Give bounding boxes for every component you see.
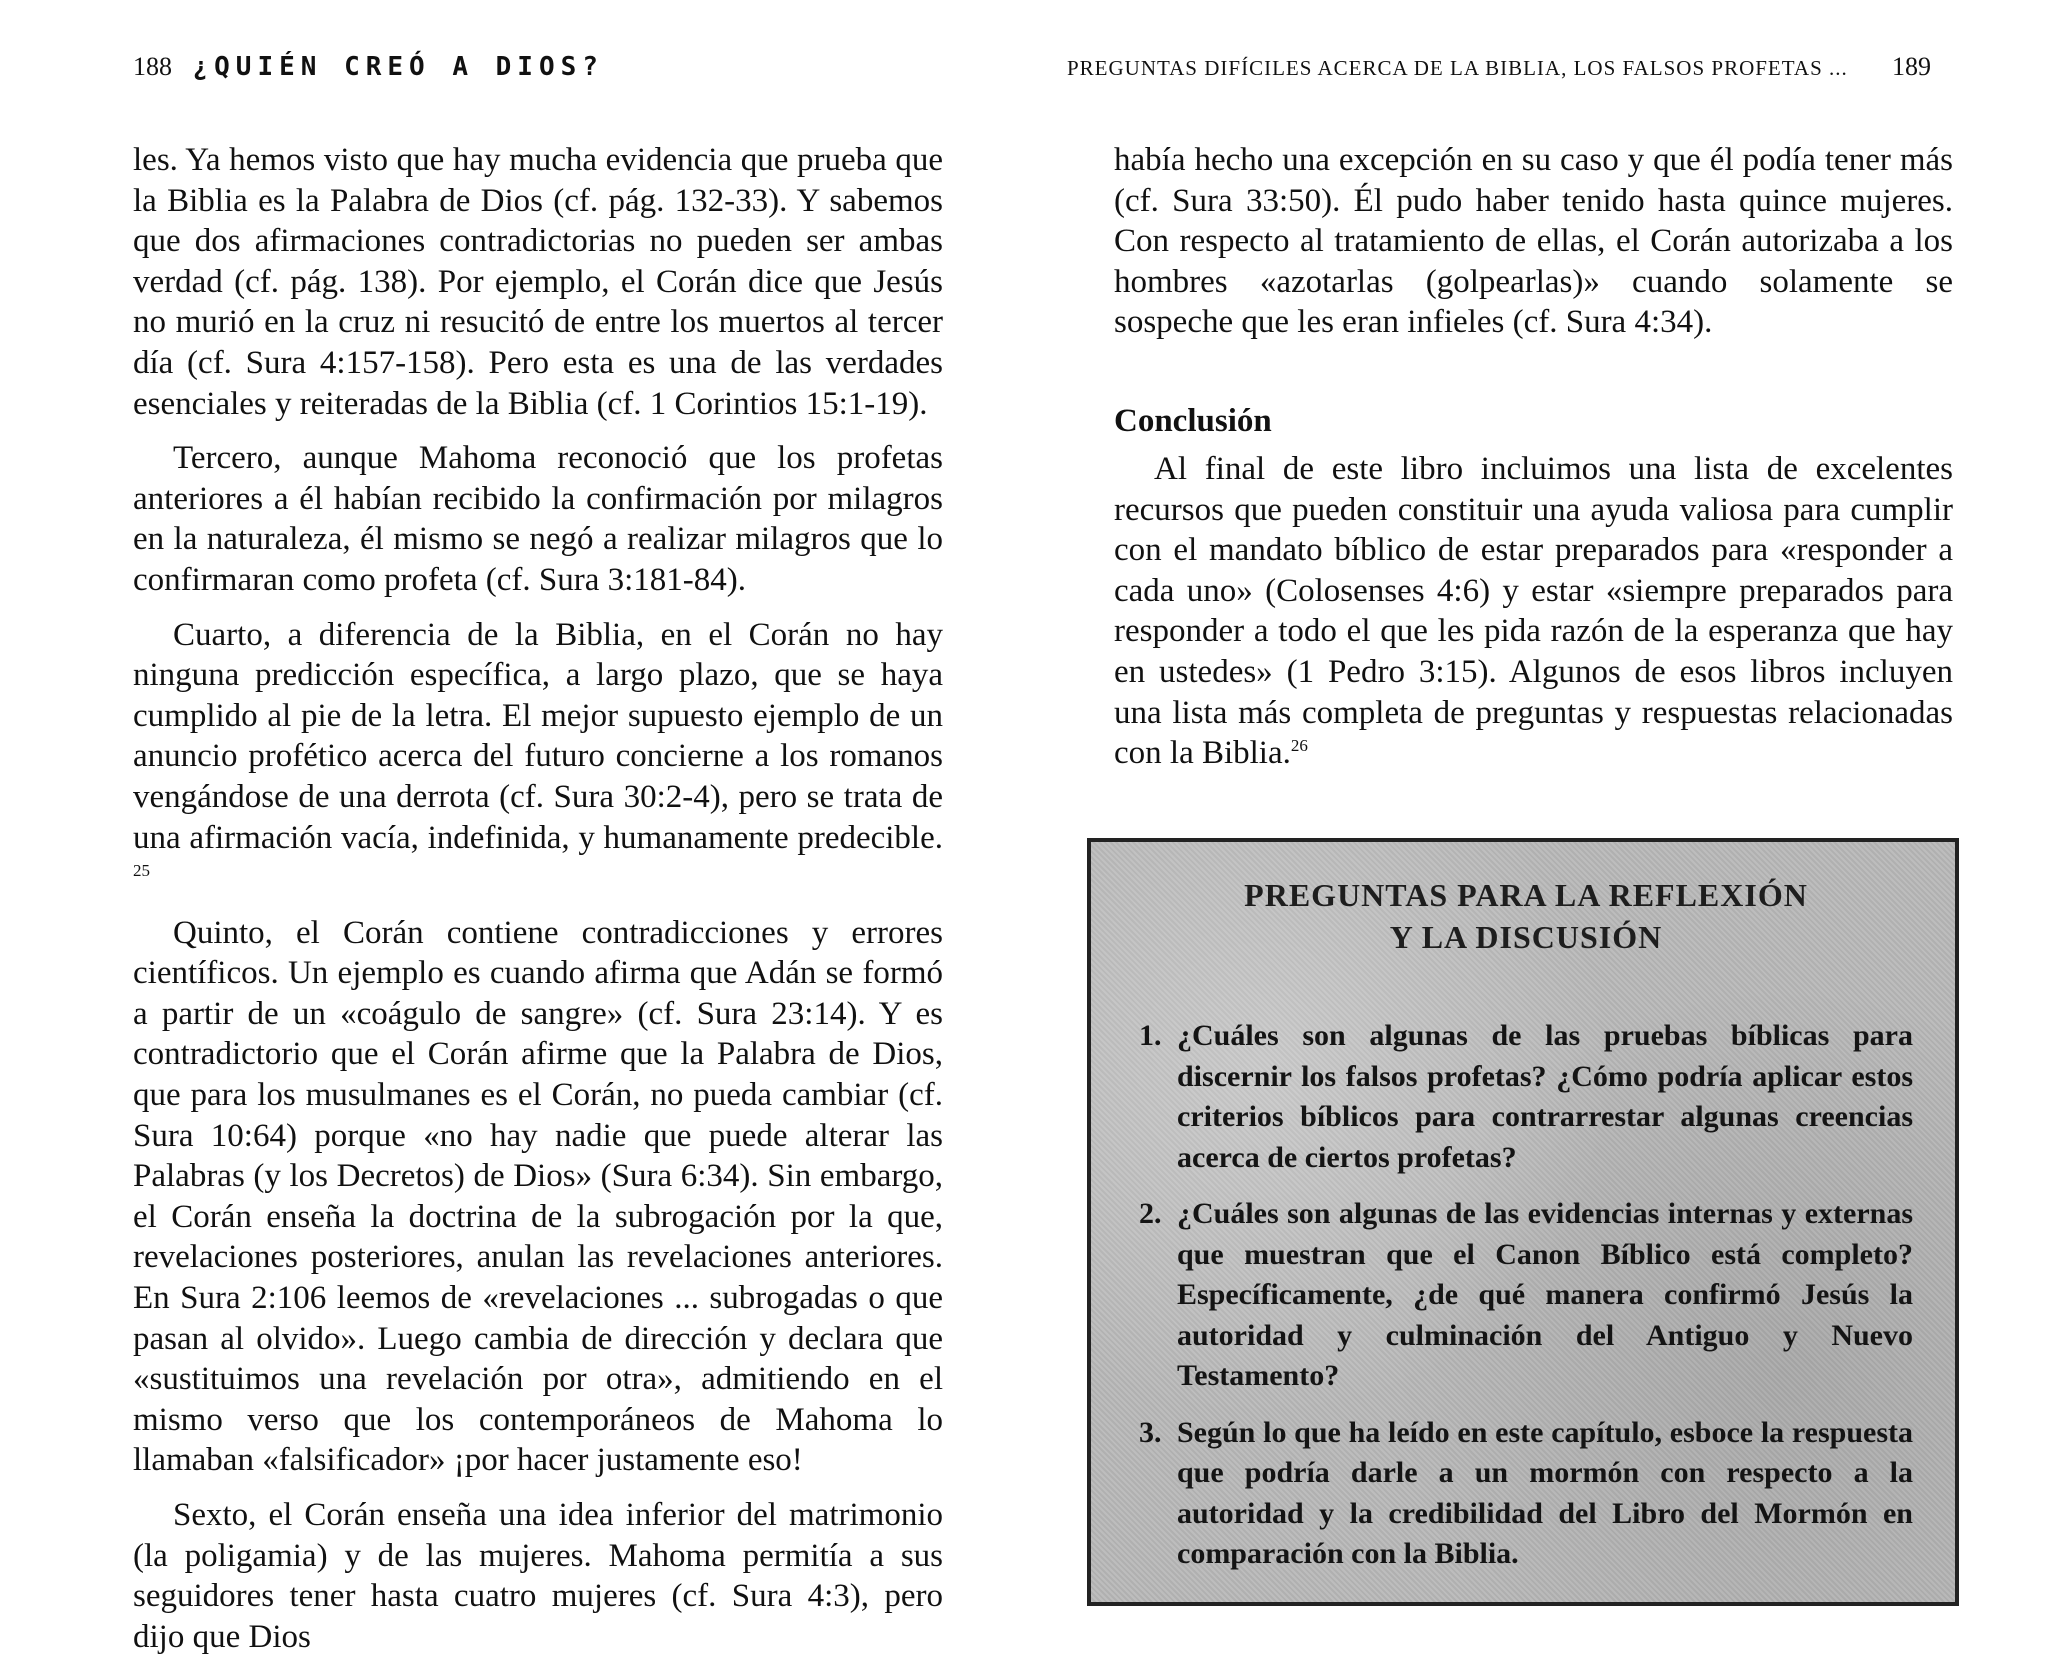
right-page-number: 189: [1892, 52, 1931, 81]
question-item: [1139, 1016, 1913, 1178]
paragraph-sexto: Sexto, el Corán enseña una idea inferior del matrimonio (la poligamia) y de las mujeres. Mahoma permitía a sus seguidores tener hasta cuatro mujeres (cf. Sura 4:3), pero dijo que Dios: [133, 1497, 943, 1655]
paragraph-cuarto: [133, 615, 943, 899]
question-list: [1139, 1016, 1913, 1575]
question-text: Según lo que ha leído en este capítulo, esboce la respuesta que podría darle a un mormón con respecto a la autoridad y la credibilidad del Libro del Mormón en comparación con la Biblia.: [1177, 1415, 1913, 1570]
footnote-marker-26: 26: [1290, 736, 1308, 756]
right-body-text: [1114, 140, 1953, 774]
right-page-header: [1067, 52, 1931, 82]
question-item: [1139, 1194, 1913, 1397]
paragraph-tercero: Tercero, aunque Mahoma reconoció que los profetas anteriores a él habían recibido la confirmación por milagros en la naturaleza, él mismo se negó a realizar milagros que lo confirmaran como profeta (cf. Sura 3:181-84).: [133, 440, 943, 598]
paragraph-conclusion: [1114, 449, 1953, 774]
section-heading-conclusion: Conclusión: [1114, 402, 1272, 439]
reflection-title-line-1: PREGUNTAS PARA LA REFLEXIÓN: [1244, 877, 1808, 913]
question-text: ¿Cuáles son algunas de las evidencias internas y externas que muestran que el Canon Bíblico está completo? Específicamente, ¿de qué manera confirmó Jesús la autoridad y culminación del Antiguo y Nuevo Testamento?: [1177, 1197, 1913, 1392]
question-number: 1.: [1139, 1019, 1162, 1052]
question-item: [1139, 1413, 1913, 1575]
left-page: [0, 0, 1020, 1673]
right-page: [1024, 0, 2048, 1673]
left-body-text: [133, 140, 943, 1657]
book-title: ¿QUIÉN CREÓ A DIOS?: [192, 52, 604, 82]
reflection-questions-box: [1087, 838, 1959, 1606]
reflection-title-line-2: Y LA DISCUSIÓN: [1389, 919, 1663, 955]
footnote-marker-25: 25: [133, 861, 150, 881]
paragraph-quinto: Quinto, el Corán contiene contradicciones y errores científicos. Un ejemplo es cuando afirma que Adán se formó a partir de un «coágulo de sangre» (cf. Sura 23:14). Y es contradictorio que el Corán afirme que la Palabra de Dios, que para los musulmanes es el Corán, no pueda cambiar (cf. Sura 10:64) porque «no hay nadie que puede alterar las Palabras (y los Decretos) de Dios» (Sura 6:34). Sin embargo, el Corán enseña la doctrina de la subrogación por la que, revelaciones posteriores, anulan las revelaciones anteriores. En Sura 2:106 leemos de «revelaciones ... subrogadas o que pasan al olvido». Luego cambia de dirección y declara que «sustituimos una revelación por otra», admitiendo en el mismo verso que los contemporáneos de Mahoma lo llamaban «falsificador» ¡por hacer justamente eso!: [133, 914, 943, 1479]
paragraph-continuation: les. Ya hemos visto que hay mucha evidencia que prueba que la Biblia es la Palabra de Dios (cf. pág. 132-33). Y sabemos que dos afirmaciones contradictorias no pueden ser ambas verdad (cf. pág. 138). Por ejemplo, el Corán dice que Jesús no murió en la cruz ni resucitó de entre los muertos al tercer día (cf. Sura 4:157-158). Pero esta es una de las verdades esenciales y reiteradas de la Biblia (cf. 1 Corintios 15:1-19).: [133, 142, 943, 422]
paragraph-continuation-right: había hecho una excepción en su caso y que él podía tener más (cf. Sura 33:50). Él pudo haber tenido hasta quince mujeres. Con respecto al tratamiento de ellas, el Corán autorizaba a los hombres «azotarlas (golpearlas)» cuando solamente se sospeche que les eran infieles (cf. Sura 4:34).: [1114, 142, 1953, 341]
left-page-header: [133, 52, 604, 82]
question-text: ¿Cuáles son algunas de las pruebas bíblicas para discernir los falsos profetas? ¿Cómo podría aplicar estos criterios bíblicos para contrarrestar algunas creencias acerca de ciertos profetas?: [1177, 1019, 1913, 1174]
left-page-number: 188: [133, 52, 172, 81]
question-number: 3.: [1139, 1415, 1162, 1449]
running-title: PREGUNTAS DIFÍCILES ACERCA DE LA BIBLIA, LOS FALSOS PROFETAS ...: [1066, 56, 1848, 80]
paragraph-conclusion-text: Al final de este libro incluimos una lista de excelentes recursos que pueden constituir una ayuda valiosa para cumplir con el mandato bíblico de estar preparados para «responder a cada uno» (Colosenses 4:6) y estar «siempre preparados para responder a todo el que les pida razón de la esperanza que hay en ustedes» (1 Pedro 3:15). Algunos de esos libros incluyen una lista más completa de preguntas y respuestas relacionadas con la Biblia.: [1114, 450, 1953, 772]
paragraph-cuarto-text: Cuarto, a diferencia de la Biblia, en el Corán no hay ninguna predicción específica, a largo plazo, que se haya cumplido al pie de la letra. El mejor supuesto ejemplo de un anuncio profético acerca del futuro concierne a los romanos vengándose de una derrota (cf. Sura 30:2-4), pero se trata de una afirmación vacía, indefinida, y humanamente predecible.: [133, 616, 943, 856]
question-number: 2.: [1139, 1197, 1162, 1230]
reflection-box-title: [1139, 874, 1913, 958]
